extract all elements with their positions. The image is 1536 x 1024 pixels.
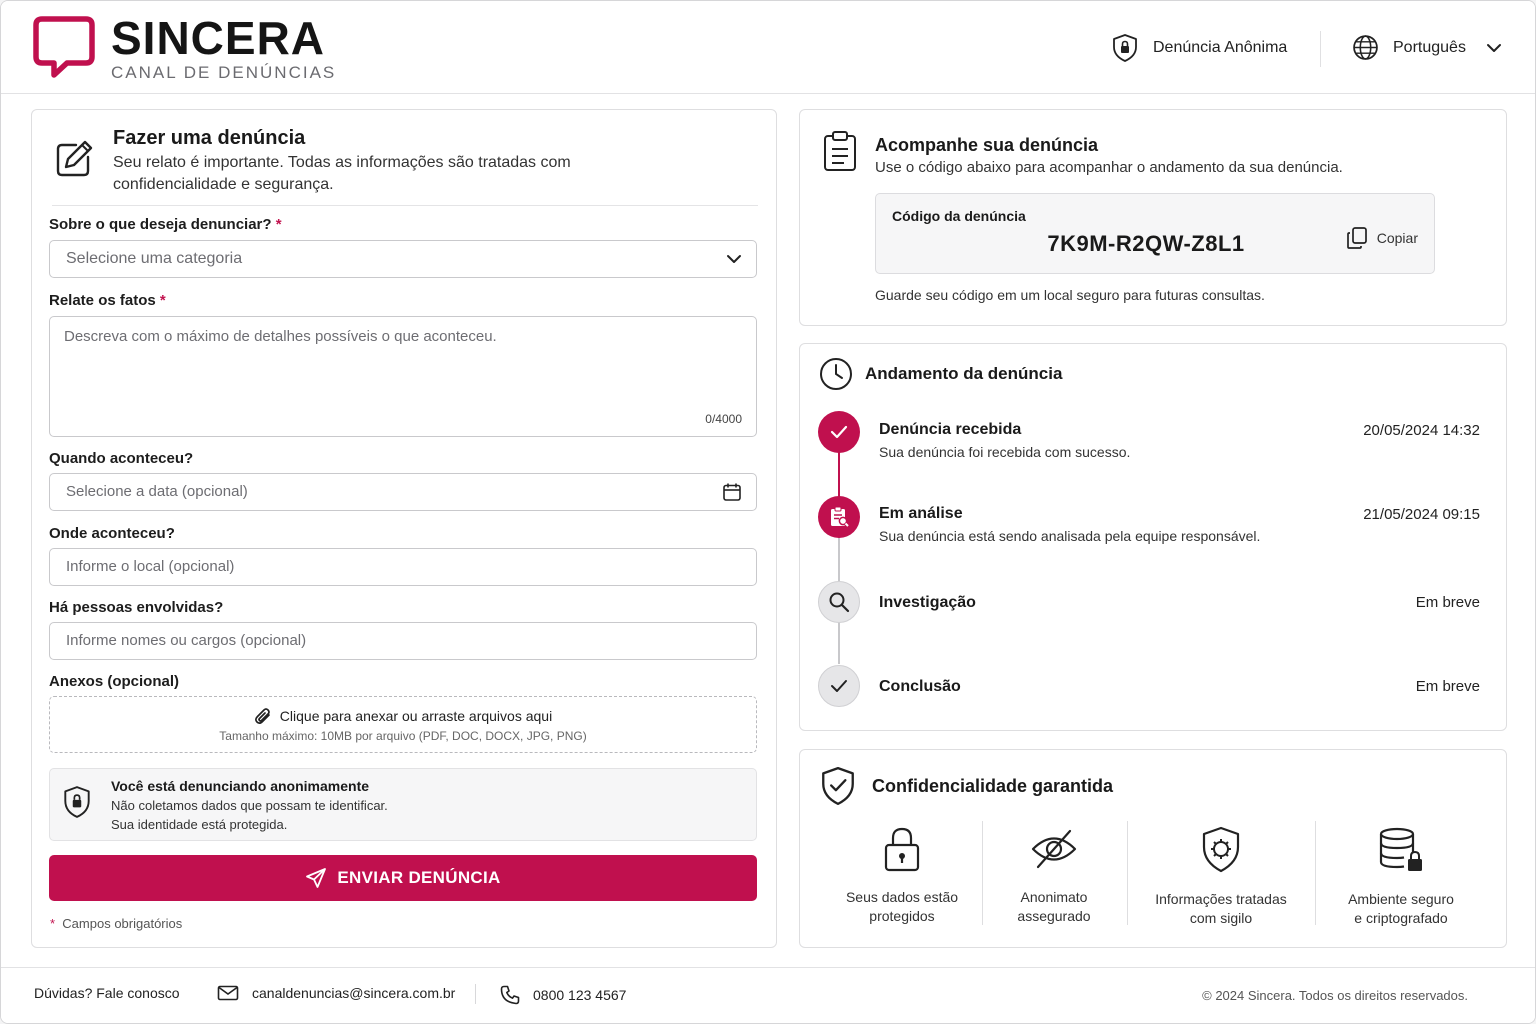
facts-label: Relate os fatos * bbox=[49, 292, 166, 309]
location-label: Onde aconteceu? bbox=[49, 525, 175, 542]
eye-off-icon bbox=[1030, 826, 1078, 872]
calendar-icon[interactable] bbox=[722, 482, 742, 502]
timeline-connector bbox=[838, 622, 840, 664]
chevron-down-icon bbox=[726, 254, 742, 264]
feature-secure-environment bbox=[1326, 826, 1476, 928]
padlock-icon bbox=[883, 826, 921, 872]
feature-line2: com sigilo bbox=[1189, 910, 1253, 926]
step-description: Sua denúncia foi recebida com sucesso. bbox=[879, 444, 1131, 460]
footer-divider bbox=[475, 984, 476, 1004]
people-placeholder: Informe nomes ou cargos (opcional) bbox=[66, 632, 307, 649]
submit-label: ENVIAR DENÚNCIA bbox=[337, 868, 501, 887]
tracking-note: Guarde seu código em um local seguro para futuras consultas. bbox=[875, 287, 1265, 303]
feature-divider bbox=[982, 821, 983, 925]
progress-card bbox=[799, 343, 1507, 731]
footer-email-link[interactable] bbox=[217, 985, 455, 1001]
feature-line2: protegidos bbox=[869, 908, 935, 924]
step-date: 21/05/2024 09:15 bbox=[1363, 506, 1480, 523]
confidentiality-title: Confidencialidade garantida bbox=[872, 775, 1114, 796]
location-placeholder: Informe o local (opcional) bbox=[66, 558, 235, 575]
header-divider bbox=[1320, 31, 1321, 67]
people-label: Há pessoas envolvidas? bbox=[49, 599, 224, 616]
dropzone-text: Clique para anexar ou arraste arquivos aqui bbox=[279, 708, 553, 724]
footer-help-text: Dúvidas? Fale conosco bbox=[34, 985, 180, 1001]
brand-name: SINCERA bbox=[111, 12, 326, 64]
feature-confidential-info bbox=[1136, 826, 1306, 928]
step-title: Denúncia recebida bbox=[879, 421, 1022, 438]
facts-placeholder: Descreva com o máximo de detalhes possíveis o que aconteceu. bbox=[64, 328, 497, 345]
dropzone-limits: Tamanho máximo: 10MB por arquivo (PDF, DOC, DOCX, JPG, PNG) bbox=[219, 729, 587, 743]
report-code-box bbox=[875, 193, 1435, 274]
footer-phone: 0800 123 4567 bbox=[533, 987, 627, 1003]
feature-anonymity bbox=[990, 826, 1118, 926]
step-received-marker bbox=[818, 411, 860, 453]
language-selector[interactable] bbox=[1352, 34, 1502, 61]
phone-icon bbox=[500, 985, 520, 1005]
step-analysis-marker bbox=[818, 496, 860, 538]
brand-logo[interactable] bbox=[33, 12, 337, 83]
category-select[interactable] bbox=[49, 240, 757, 278]
step-title: Conclusão bbox=[879, 678, 961, 695]
step-title: Investigação bbox=[879, 594, 976, 611]
top-header bbox=[1, 1, 1535, 94]
feature-divider bbox=[1315, 821, 1316, 925]
shield-lock-icon bbox=[62, 785, 92, 819]
mail-icon bbox=[217, 985, 239, 1001]
progress-title: Andamento da denúncia bbox=[865, 364, 1063, 383]
anonymous-report-label: Denúncia Anônima bbox=[1153, 39, 1288, 56]
feature-line1: Informações tratadas bbox=[1155, 891, 1287, 907]
category-placeholder: Selecione uma categoria bbox=[66, 250, 243, 267]
feature-line1: Ambiente seguro bbox=[1348, 891, 1454, 907]
brand-tagline: CANAL DE DENÚNCIAS bbox=[111, 63, 337, 82]
form-title: Fazer uma denúncia bbox=[113, 127, 306, 149]
check-icon bbox=[829, 678, 849, 694]
attachment-dropzone[interactable] bbox=[49, 696, 757, 753]
anonymous-notice-line1: Não coletamos dados que possam te identificar. bbox=[111, 798, 388, 813]
report-code-label: Código da denúncia bbox=[892, 208, 1026, 224]
date-input[interactable] bbox=[49, 473, 757, 511]
shield-badge-icon bbox=[1200, 826, 1242, 874]
step-investigation-marker bbox=[818, 581, 860, 623]
clock-icon bbox=[819, 357, 853, 391]
step-description: Sua denúncia está sendo analisada pela equipe responsável. bbox=[879, 528, 1261, 544]
copy-icon bbox=[1346, 226, 1368, 250]
feature-line1: Seus dados estão bbox=[845, 889, 959, 905]
step-date: Em breve bbox=[1415, 594, 1480, 611]
copy-label: Copiar bbox=[1376, 230, 1418, 246]
globe-icon bbox=[1352, 34, 1379, 61]
speech-bubble-logo-icon bbox=[33, 15, 95, 79]
step-date: Em breve bbox=[1415, 678, 1480, 695]
footer-copyright: © 2024 Sincera. Todos os direitos reservados. bbox=[1202, 988, 1468, 1003]
footer-email: canaldenuncias@sincera.com.br bbox=[252, 985, 456, 1001]
facts-textarea[interactable] bbox=[49, 316, 757, 437]
tracking-description: Use o código abaixo para acompanhar o andamento da sua denúncia. bbox=[875, 159, 1343, 176]
send-icon bbox=[305, 867, 327, 889]
required-fields-note: * Campos obrigatórios bbox=[50, 916, 183, 931]
step-title: Em análise bbox=[879, 505, 963, 522]
attachments-label: Anexos (opcional) bbox=[49, 673, 180, 690]
anonymous-report-link[interactable] bbox=[1111, 33, 1287, 63]
report-form-card bbox=[31, 109, 777, 948]
database-lock-icon bbox=[1377, 826, 1425, 874]
language-label: Português bbox=[1393, 38, 1466, 56]
paperclip-icon bbox=[254, 706, 272, 726]
chevron-down-icon bbox=[1486, 43, 1502, 53]
people-input[interactable] bbox=[49, 622, 757, 660]
confidentiality-card bbox=[799, 749, 1507, 948]
step-date: 20/05/2024 14:32 bbox=[1363, 422, 1480, 439]
step-conclusion-marker bbox=[818, 665, 860, 707]
required-mark: * bbox=[159, 292, 166, 309]
clipboard-icon bbox=[822, 130, 858, 172]
timeline-connector-done bbox=[838, 452, 840, 498]
anonymous-notice bbox=[49, 768, 757, 841]
location-input[interactable] bbox=[49, 548, 757, 586]
feature-line2: assegurado bbox=[1017, 908, 1091, 924]
search-icon bbox=[828, 591, 850, 613]
feature-line1: Anonimato bbox=[1020, 889, 1088, 905]
category-label: Sobre o que deseja denunciar? * bbox=[49, 216, 282, 233]
check-icon bbox=[829, 424, 849, 440]
date-placeholder: Selecione a data (opcional) bbox=[66, 483, 248, 500]
anonymous-notice-title: Você está denunciando anonimamente bbox=[111, 778, 370, 794]
character-counter: 0/4000 bbox=[705, 412, 742, 426]
tracking-title: Acompanhe sua denúncia bbox=[875, 135, 1099, 155]
form-header bbox=[52, 126, 758, 206]
copy-code-button[interactable] bbox=[1346, 226, 1418, 250]
date-label: Quando aconteceu? bbox=[49, 450, 194, 467]
form-description: Seu relato é importante. Todas as informações são tratadas com confidencialidade e segurança. bbox=[113, 154, 571, 193]
feature-line2: e criptografado bbox=[1354, 910, 1448, 926]
required-mark: * bbox=[275, 216, 282, 233]
tracking-card bbox=[799, 109, 1507, 326]
feature-data-protected bbox=[832, 826, 972, 926]
footer-phone-link[interactable] bbox=[500, 985, 626, 1005]
shield-check-icon bbox=[820, 766, 856, 806]
submit-report-button[interactable] bbox=[49, 855, 757, 901]
report-code-value[interactable]: 7K9M-R2QW-Z8L1 bbox=[1047, 231, 1245, 256]
clipboard-search-icon bbox=[829, 506, 849, 528]
shield-lock-icon bbox=[1111, 33, 1139, 63]
timeline-connector bbox=[838, 537, 840, 581]
edit-document-icon bbox=[54, 139, 94, 179]
anonymous-notice-line2: Sua identidade está protegida. bbox=[111, 817, 288, 832]
footer bbox=[1, 967, 1535, 1024]
feature-divider bbox=[1127, 821, 1128, 925]
